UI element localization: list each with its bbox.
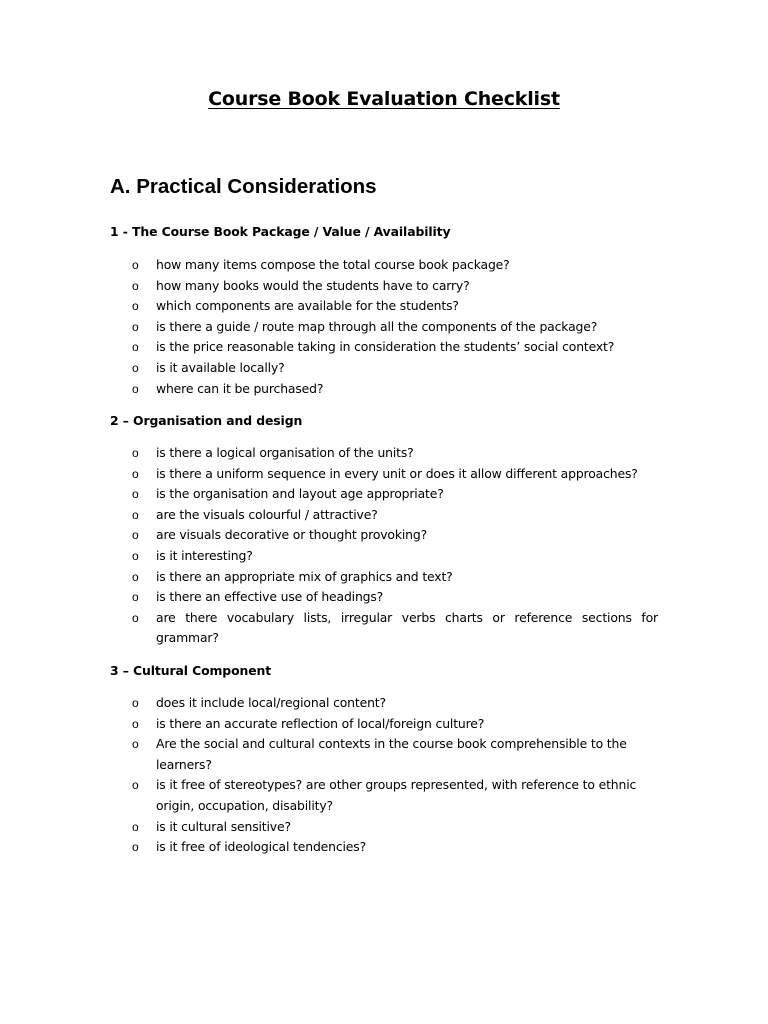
list-item-text: are the visuals colourful / attractive? — [156, 506, 378, 522]
list-item-text: is the organisation and layout age appropriate? — [156, 486, 444, 502]
list-item-text: is it available locally? — [156, 359, 285, 375]
list-item — [110, 505, 658, 526]
list-item — [110, 296, 658, 317]
list-item — [110, 337, 658, 358]
list-item — [110, 693, 658, 714]
checklist-cultural — [110, 693, 658, 858]
list-item-text: is there an accurate reflection of local/foreign culture? — [156, 715, 485, 731]
checklist-organisation — [110, 443, 658, 649]
bullet-icon: o — [132, 278, 139, 293]
list-item — [110, 317, 658, 338]
list-item-text: is it free of ideological tendencies? — [156, 839, 366, 855]
list-item — [110, 443, 658, 464]
list-item — [110, 775, 658, 816]
bullet-icon: o — [132, 569, 139, 584]
list-item-text: which components are available for the students? — [156, 298, 459, 314]
bullet-icon: o — [132, 716, 139, 731]
bullet-icon: o — [132, 381, 139, 396]
subsection-heading-package: 1 - The Course Book Package / Value / Availability — [110, 224, 451, 239]
list-item-text: is there an appropriate mix of graphics and text? — [156, 568, 453, 584]
list-item-text: where can it be purchased? — [156, 380, 324, 396]
list-item-text: is there a guide / route map through all the components of the package? — [156, 318, 598, 334]
bullet-icon: o — [132, 548, 139, 563]
list-item — [110, 587, 658, 608]
list-item — [110, 255, 658, 276]
bullet-icon: o — [132, 507, 139, 522]
list-item-text: does it include local/regional content? — [156, 695, 386, 710]
bullet-icon: o — [132, 528, 139, 543]
list-item — [110, 358, 658, 379]
list-item-text: is the price reasonable taking in consideration the students’ social context? — [156, 339, 615, 355]
bullet-icon: o — [132, 840, 139, 855]
list-item-text: how many items compose the total course book package? — [156, 257, 510, 272]
bullet-icon: o — [132, 466, 139, 481]
list-item — [110, 464, 658, 485]
list-item-text: is it free of stereotypes? are other groups represented, with reference to ethnic origin, occupation, disability? — [156, 777, 637, 813]
bullet-icon: o — [132, 610, 139, 625]
bullet-icon: o — [132, 258, 139, 272]
list-item — [110, 608, 658, 649]
list-item — [110, 525, 658, 546]
bullet-icon: o — [132, 487, 139, 502]
bullet-icon: o — [132, 696, 139, 710]
subsection-heading-organisation: 2 – Organisation and design — [110, 413, 303, 428]
list-item — [110, 817, 658, 838]
list-item — [110, 734, 658, 775]
bullet-icon: o — [132, 319, 139, 334]
list-item-text: are visuals decorative or thought provoking? — [156, 527, 428, 543]
document-title: Course Book Evaluation Checklist — [208, 88, 560, 110]
list-item — [110, 714, 658, 735]
bullet-icon: o — [132, 299, 139, 314]
subsection-heading-cultural: 3 – Cultural Component — [110, 663, 272, 678]
bullet-icon: o — [132, 446, 139, 460]
list-item-text: are there vocabulary lists, irregular verbs charts or reference sections for grammar? — [156, 609, 658, 646]
bullet-icon: o — [132, 590, 139, 605]
list-item — [110, 546, 658, 567]
list-item-text: is it interesting? — [156, 547, 253, 563]
list-item — [110, 484, 658, 505]
list-item-text: is there a uniform sequence in every unit or does it allow different approaches? — [156, 465, 638, 481]
bullet-icon: o — [132, 819, 139, 834]
list-item — [110, 379, 658, 400]
list-item-text: is there a logical organisation of the units? — [156, 445, 414, 460]
section-heading-practical-considerations: A. Practical Considerations — [110, 175, 377, 198]
list-item — [110, 567, 658, 588]
bullet-icon: o — [132, 737, 139, 752]
bullet-icon: o — [132, 778, 139, 793]
list-item-text: Are the social and cultural contexts in the course book comprehensible to the learners? — [156, 736, 627, 772]
bullet-icon: o — [132, 340, 139, 355]
list-item — [110, 276, 658, 297]
bullet-icon: o — [132, 360, 139, 375]
list-item-text: is it cultural sensitive? — [156, 818, 291, 834]
list-item-text: is there an effective use of headings? — [156, 589, 384, 605]
list-item-text: how many books would the students have to carry? — [156, 277, 470, 293]
checklist-package — [110, 255, 658, 399]
list-item — [110, 837, 658, 858]
